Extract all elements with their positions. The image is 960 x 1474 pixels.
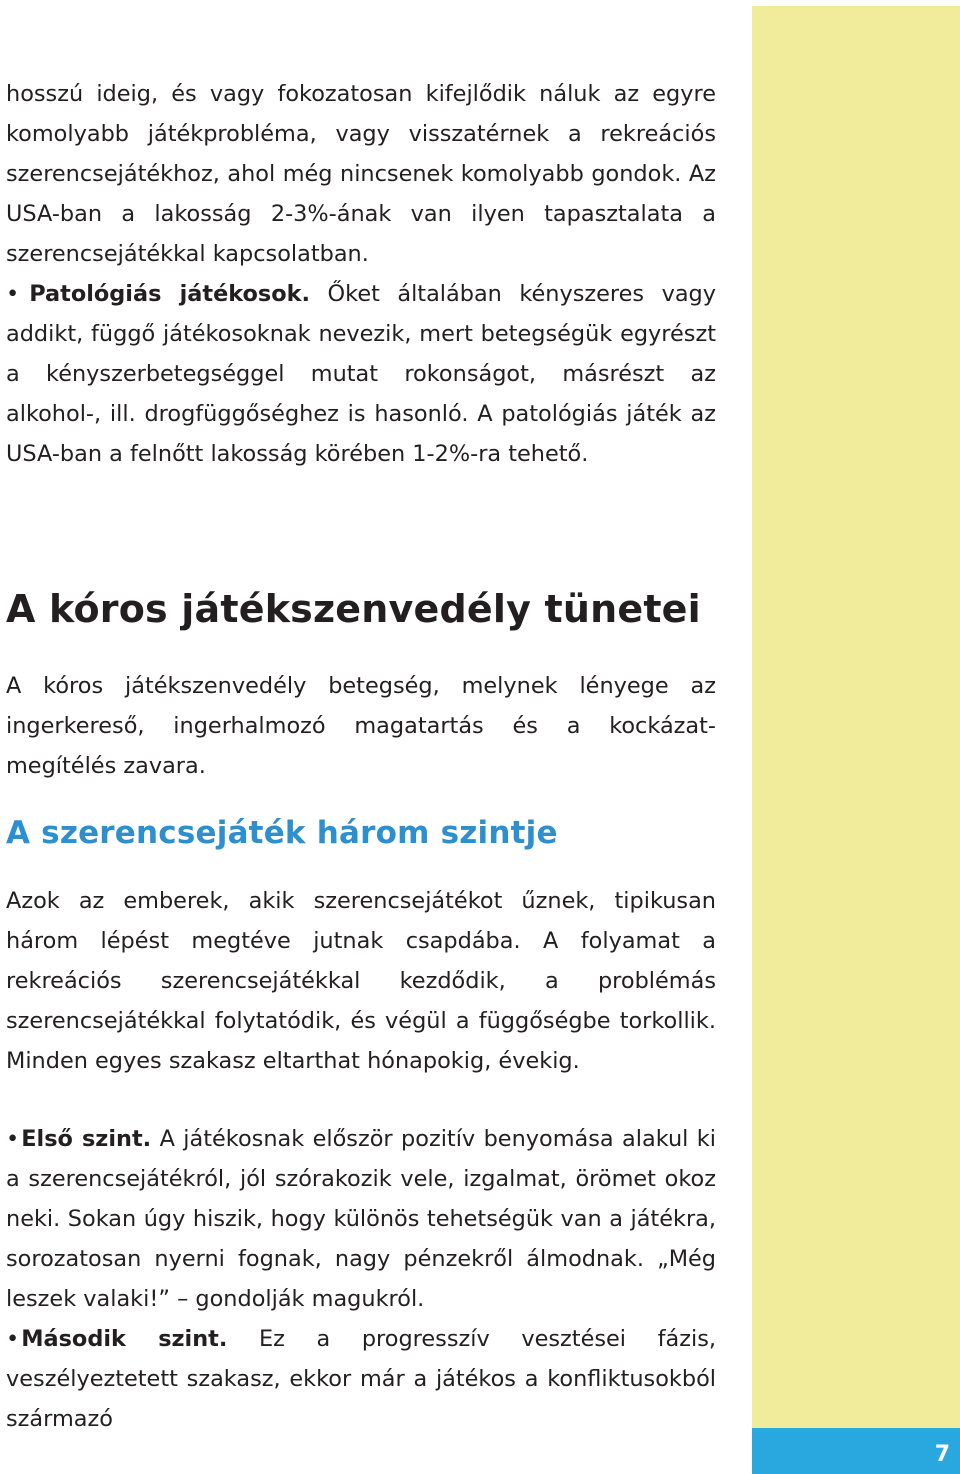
level-item-second [6, 1319, 716, 1439]
page-number: 7 [934, 1442, 950, 1467]
symptoms-paragraph: A kóros játékszenvedély betegség, melynek lényege az ingerkereső, ingerhalmozó magatartás és a kockázat-megítélés zavara. [6, 673, 716, 779]
levels-heading: A szerencsejáték három szintje [6, 815, 558, 851]
pathological-item [6, 274, 716, 474]
level-label: Első szint. [21, 1126, 152, 1152]
bullet-icon: • [6, 1126, 20, 1152]
page-number-box [752, 1428, 960, 1474]
level-text: Ez a progresszív vesztései fázis, veszélyeztetett szakasz, ekkor már a játékos a konfliktusokból származó [6, 1326, 716, 1432]
bullet-icon: • [6, 1326, 20, 1352]
level-text: A játékosnak először pozitív benyomása alakul ki a szerencsejátékról, jól szórakozik vele, izgalmat, örömet okoz neki. Sokan úgy hiszik, hogy különös tehetségük van a játékra, sorozatosan nyerni fognak, nagy pénzekről álmodnak. „Még leszek valaki!” – gondolják magukról. [6, 1126, 716, 1312]
levels-paragraph: Azok az emberek, akik szerencsejátékot űznek, tipikusan három lépést megtéve jutnak csapdába. A folyamat a rekreációs szerencsejátékkal kezdődik, a problémás szerencsejátékkal folytatódik, és végül a függőségbe torkollik. Minden egyes szakasz eltarthat hónapokig, évekig. [6, 888, 716, 1074]
level-label: Második szint. [21, 1326, 228, 1352]
pathological-label: Patológiás játékosok. [29, 281, 311, 307]
side-band [752, 6, 960, 1474]
level-item-first [6, 1119, 716, 1319]
symptoms-heading: A kóros játékszenvedély tünetei [6, 587, 701, 631]
page-content [6, 74, 716, 1439]
intro-paragraph: hosszú ideig, és vagy fokozatosan kifejlődik náluk az egyre komolyabb játékprobléma, vagy visszatérnek a rekreációs szerencsejátékhoz, ahol még nincsenek komolyabb gondok. Az USA-ban a lakosság 2-3%-ának van ilyen tapasztalata a szerencsejátékkal kapcsolatban. [6, 81, 716, 267]
pathological-text: Őket általában kényszeres vagy addikt, függő játékosoknak nevezik, mert betegségük egyrészt a kényszerbetegséggel mutat rokonságot, másrészt az alkohol-, ill. drogfüggőséghez is hasonló. A patológiás játék az USA-ban a felnőtt lakosság körében 1-2%-ra tehető. [6, 281, 717, 467]
bullet-icon: • [6, 281, 20, 307]
